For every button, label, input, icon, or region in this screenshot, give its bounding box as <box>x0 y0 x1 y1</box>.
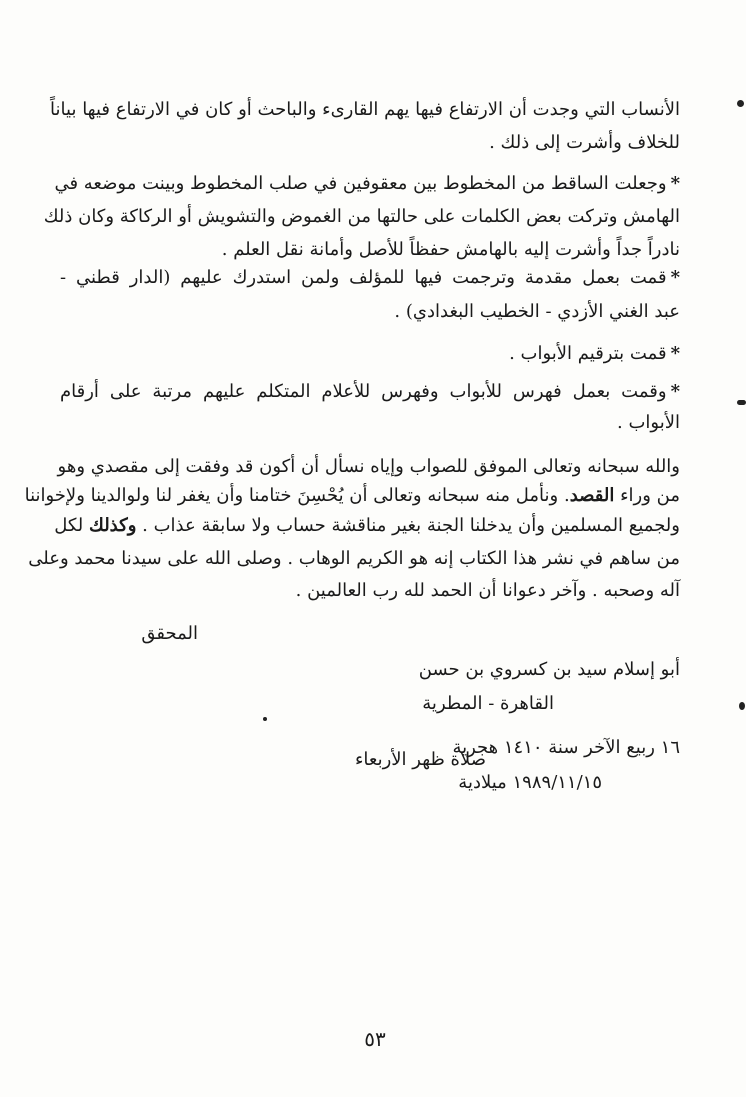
paragraph-6-line-3 <box>54 512 680 540</box>
paragraph-6-line-5: آله وصحبه . وآخر دعوانا أن الحمد لله رب العالمين . <box>295 580 680 601</box>
paragraph-1-line-2: للخلاف وأشرت إلى ذلك . <box>489 132 680 153</box>
paragraph-3-line-1 <box>60 264 680 292</box>
signature-name: أبو إسلام سيد بن كسروي بن حسن <box>418 659 680 680</box>
bullet-star-icon: * <box>670 267 680 288</box>
paragraph-5-line-1-text: وقمت بعمل فهرس للأبواب وفهرس للأعلام المتكلم عليهم مرتبة على أرقام <box>60 381 667 402</box>
paragraph-6-line-3-b: وكذلك <box>89 515 137 536</box>
paragraph-6-line-1: والله سبحانه وتعالى الموفق للصواب وإياه نسأل أن أكون قد وفقت إلى مقصدي وهو <box>57 456 680 477</box>
page-number: ٥٣ <box>364 1027 386 1051</box>
margin-dot-icon <box>263 717 267 721</box>
paragraph-2-line-1-text: وجعلت الساقط من المخطوط بين معقوفين في صلب المخطوط وبينت موضعه في <box>54 173 667 194</box>
paragraph-6-line-3-a: ولجميع المسلمين وأن يدخلنا الجنة بغير مناقشة حساب ولا سابقة عذاب . <box>142 515 680 536</box>
signature-hijri-date: ١٦ ربيع الآخر سنة ١٤١٠ هجرية <box>452 737 680 758</box>
paragraph-4-line-1 <box>509 340 680 368</box>
paragraph-5-line-2: الأبواب . <box>617 412 680 433</box>
signature-gregorian-date: ١٩٨٩/١١/١٥ ميلادية <box>458 772 602 793</box>
paragraph-6-line-3-c: لكل <box>54 515 84 536</box>
margin-dot-icon <box>737 100 744 107</box>
paragraph-2-line-2: الهامش وتركت بعض الكلمات على حالتها من الغموض والتشويش أو الركاكة وكان ذلك <box>43 206 680 227</box>
signature-role: المحقق <box>141 623 198 644</box>
paragraph-3-line-2: عبد الغني الأزدي - الخطيب البغدادي) . <box>394 301 680 322</box>
bullet-star-icon: * <box>670 343 680 364</box>
margin-dot-icon <box>739 702 745 710</box>
paragraph-6-line-2 <box>24 482 680 510</box>
margin-dot-icon <box>737 400 746 405</box>
paragraph-6-line-4: من ساهم في نشر هذا الكتاب إنه هو الكريم الوهاب . وصلى الله على سيدنا محمد وعلى <box>28 548 680 569</box>
paragraph-1-line-1: الأنساب التي وجدت أن الارتفاع فيها يهم القارىء والباحث أو كان في الارتفاع فيها بياناً <box>50 99 680 120</box>
paragraph-6-line-2-c: . ونأمل منه سبحانه وتعالى أن يُحْسِنَ ختامنا وأن يغفر لنا ولوالدينا ولإخواننا <box>24 485 570 506</box>
paragraph-2-line-1 <box>54 170 680 198</box>
paragraph-5-line-1 <box>60 378 680 406</box>
signature-time: صلاة ظهر الأربعاء <box>354 749 486 770</box>
paragraph-6-line-2-b: القصد <box>569 485 615 506</box>
bullet-star-icon: * <box>670 173 680 194</box>
paragraph-3-line-1-text: قمت بعمل مقدمة وترجمت فيها للمؤلف ولمن استدرك عليهم (الدار قطني - <box>60 267 667 288</box>
paragraph-2-line-3: نادراً جداً وأشرت إليه بالهامش حفظاً للأصل وأمانة نقل العلم . <box>221 239 680 260</box>
signature-place: القاهرة - المطرية <box>422 693 554 714</box>
bullet-star-icon: * <box>670 381 680 402</box>
paragraph-6-line-2-a: من وراء <box>620 485 680 506</box>
paragraph-4-line-1-text: قمت بترقيم الأبواب . <box>509 343 667 364</box>
